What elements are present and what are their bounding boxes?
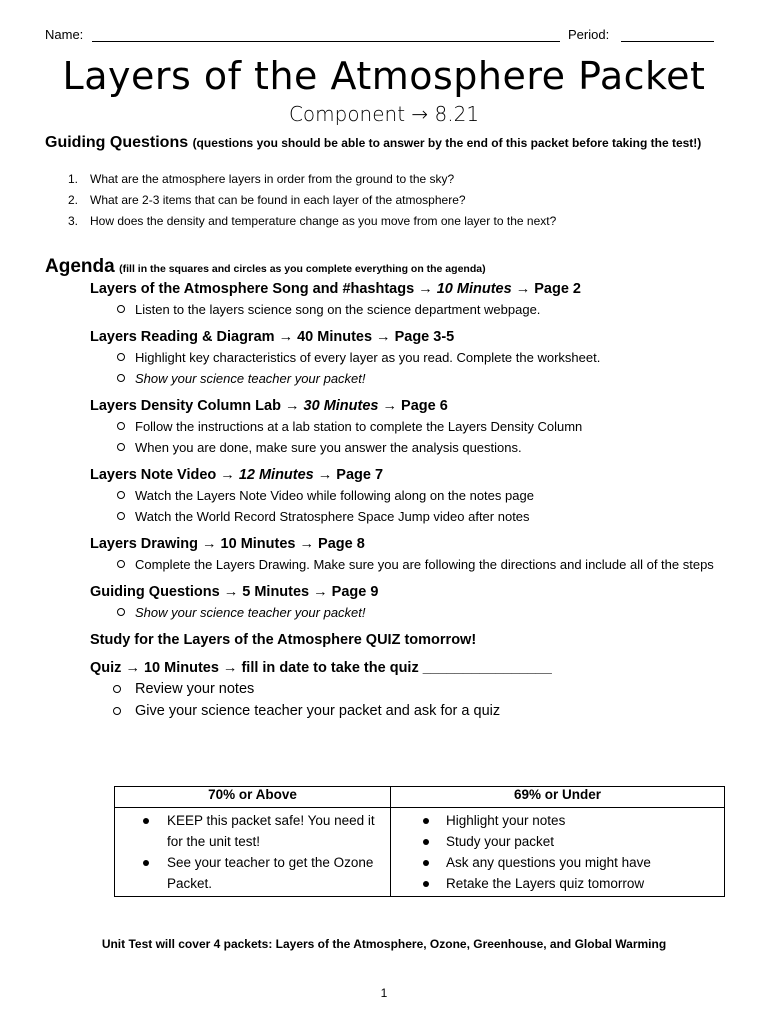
list-item: Highlight key characteristics of every layer as you read. Complete the worksheet.: [90, 348, 730, 369]
list-item: See your teacher to get the Ozone Packet.: [115, 852, 390, 894]
checkbox-circle-icon[interactable]: [113, 707, 121, 715]
agenda-item-guiding-questions: Guiding Questions → 5 Minutes → Page 9: [90, 584, 379, 600]
column-header-69-under: 69% or Under: [391, 787, 725, 808]
checkbox-circle-icon[interactable]: [117, 353, 125, 361]
table-row: [115, 808, 725, 897]
quiz-subitems: [90, 678, 730, 722]
column-header-70-above: 70% or Above: [115, 787, 391, 808]
checkbox-circle-icon[interactable]: [117, 491, 125, 499]
guiding-questions-title: Guiding Questions: [45, 134, 189, 151]
agenda-item-song: Layers of the Atmosphere Song and #hashtags → 10 Minutes → Page 2: [90, 281, 581, 297]
guiding-questions-note: (questions you should be able to answer by the end of this packet before taking the test!): [192, 136, 702, 150]
guiding-questions-list: [68, 171, 728, 234]
agenda-title: Agenda: [45, 256, 115, 277]
agenda-subitems: [90, 348, 730, 390]
agenda-item-lab: Layers Density Column Lab → 30 Minutes → Page 6: [90, 398, 448, 414]
header-line: [45, 27, 716, 45]
agenda-subitems: [90, 555, 730, 576]
guiding-questions-heading: [45, 133, 725, 153]
list-item: When you are done, make sure you answer the analysis questions.: [90, 438, 730, 459]
list-item: Watch the World Record Stratosphere Space Jump video after notes: [90, 507, 730, 528]
grade-table: [114, 786, 725, 897]
table-cell-69-under: [391, 808, 725, 897]
period-label: Period:: [568, 27, 610, 42]
list-item: KEEP this packet safe! You need it for the unit test!: [115, 810, 390, 852]
checkbox-circle-icon[interactable]: [117, 374, 125, 382]
list-item: Review your notes: [90, 678, 730, 700]
agenda-item-study: Study for the Layers of the Atmosphere QUIZ tomorrow!: [90, 632, 477, 648]
page-number: 1: [380, 986, 388, 1000]
list-item: Study your packet: [391, 831, 724, 852]
period-blank: [621, 41, 714, 42]
agenda-subitems: [90, 300, 730, 321]
checkbox-circle-icon[interactable]: [117, 422, 125, 430]
agenda-item-video: Layers Note Video → 12 Minutes → Page 7: [90, 467, 384, 483]
agenda-subitems: [90, 603, 730, 624]
bullet-icon: [143, 860, 149, 866]
checkbox-circle-icon[interactable]: [117, 560, 125, 568]
list-item: 2. What are 2-3 items that can be found in each layer of the atmosphere?: [68, 193, 466, 207]
table-header-row: [115, 787, 725, 808]
list-item: 3. How does the density and temperature change as you move from one layer to the next?: [68, 214, 557, 228]
checkbox-circle-icon[interactable]: [117, 443, 125, 451]
page-title: Layers of the Atmosphere Packet: [62, 54, 706, 98]
list-item: Ask any questions you might have: [391, 852, 724, 873]
agenda-item-quiz: Quiz → 10 Minutes → fill in date to take the quiz ________________: [90, 660, 552, 676]
agenda-subitems: [90, 486, 730, 528]
list-item: 1. What are the atmosphere layers in order from the ground to the sky?: [68, 172, 455, 186]
bullet-icon: [423, 818, 429, 824]
unit-test-note: Unit Test will cover 4 packets: Layers of the Atmosphere, Ozone, Greenhouse, and Global Warming: [101, 937, 667, 951]
page-subtitle: Component → 8.21: [288, 102, 480, 126]
list-item: Give your science teacher your packet and ask for a quiz: [90, 700, 730, 722]
checkbox-circle-icon[interactable]: [117, 608, 125, 616]
bullet-icon: [143, 818, 149, 824]
checkbox-circle-icon[interactable]: [113, 685, 121, 693]
agenda-list: [90, 279, 730, 728]
list-item: Follow the instructions at a lab station to complete the Layers Density Column: [90, 417, 730, 438]
checkbox-circle-icon[interactable]: [117, 512, 125, 520]
list-item: Complete the Layers Drawing. Make sure you are following the directions and include all of the steps: [90, 555, 730, 576]
checkbox-circle-icon[interactable]: [117, 305, 125, 313]
agenda-item-drawing: Layers Drawing → 10 Minutes → Page 8: [90, 536, 365, 552]
agenda-note: (fill in the squares and circles as you complete everything on the agenda): [119, 263, 486, 275]
name-blank: [92, 41, 560, 42]
list-item: Show your science teacher your packet!: [90, 369, 730, 390]
agenda-item-reading: Layers Reading & Diagram → 40 Minutes → Page 3-5: [90, 329, 455, 345]
bullet-icon: [423, 881, 429, 887]
bullet-icon: [423, 839, 429, 845]
list-item: Show your science teacher your packet!: [90, 603, 730, 624]
name-label: Name:: [45, 27, 84, 42]
bullet-icon: [423, 860, 429, 866]
table-cell-70-above: [115, 808, 391, 897]
list-item: Watch the Layers Note Video while following along on the notes page: [90, 486, 730, 507]
list-item: Listen to the layers science song on the science department webpage.: [90, 300, 730, 321]
agenda-subitems: [90, 417, 730, 459]
agenda-heading: [45, 256, 486, 278]
list-item: Retake the Layers quiz tomorrow: [391, 873, 724, 894]
list-item: Highlight your notes: [391, 810, 724, 831]
